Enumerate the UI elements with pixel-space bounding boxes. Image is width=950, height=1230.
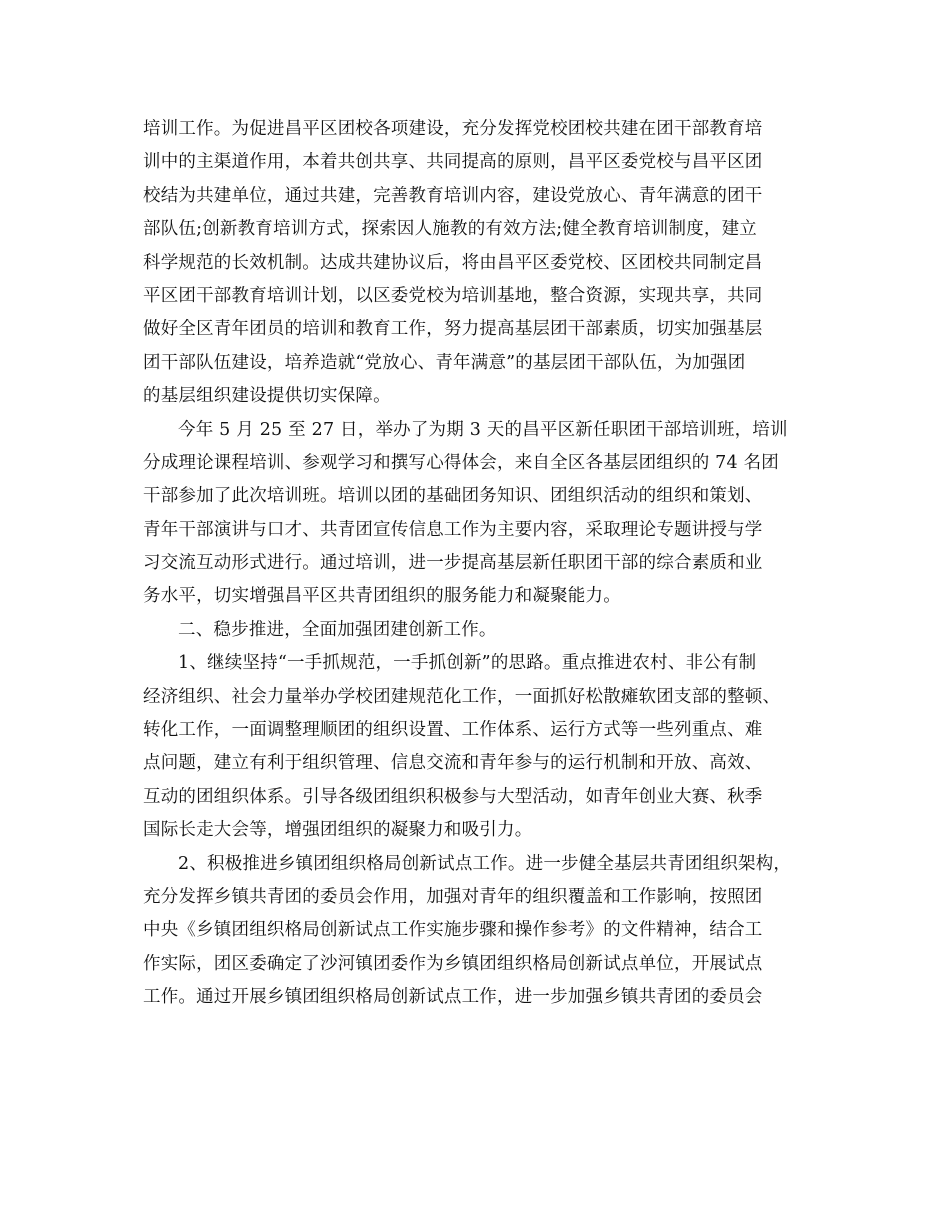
text-line: 干部参加了此次培训班。培训以团的基础团务知识、团组织活动的组织和策划、 <box>143 486 763 507</box>
text-line: 团干部队伍建设，培养造就“党放心、青年满意”的基层团干部队伍，为加强团 <box>143 352 746 373</box>
text-line: 青年干部演讲与口才、共青团宣传信息工作为主要内容，采取理论专题讲授与学 <box>143 519 763 540</box>
text-line: 培训工作。为促进昌平区团校各项建设，充分发挥党校团校共建在团干部教育培 <box>143 119 763 139</box>
text-line: 经济组织、社会力量举办学校团建规范化工作，一面抓好松散瘫软团支部的整顿、 <box>143 686 781 707</box>
text-line: 充分发挥乡镇共青团的委员会作用，加强对青年的组织覆盖和工作影响，按照团 <box>143 886 763 907</box>
text-line: 今年 5 月 25 至 27 日，举办了为期 3 天的昌平区新任职团干部培训班，培训 <box>178 419 788 440</box>
text-line: 互动的团组织体系。引导各级团组织积极参与大型活动，如青年创业大赛、秋季 <box>143 786 763 807</box>
paragraph-item-2 <box>143 848 833 1015</box>
section-heading-text: 二、稳步推进，全面加强团建创新工作。 <box>178 619 497 640</box>
paragraph-item-1 <box>143 647 833 847</box>
text-line: 点问题，建立有利于组织管理、信息交流和青年参与的运行机制和开放、高效、 <box>143 753 763 774</box>
text-line: 务水平，切实增强昌平区共青团组织的服务能力和凝聚能力。 <box>143 586 621 607</box>
text-line: 科学规范的长效机制。达成共建协议后，将由昌平区委党校、区团校共同制定昌 <box>143 252 763 273</box>
text-line: 国际长走大会等，增强团组织的凝聚力和吸引力。 <box>143 820 533 841</box>
text-line: 校结为共建单位，通过共建，完善教育培训内容，建设党放心、青年满意的团干 <box>143 185 763 206</box>
text-line: 习交流互动形式进行。通过培训，进一步提高基层新任职团干部的综合素质和业 <box>143 553 763 574</box>
text-line: 作实际，团区委确定了沙河镇团委作为乡镇团组织格局创新试点单位，开展试点 <box>143 953 763 974</box>
section-heading <box>143 614 833 647</box>
document-body <box>143 113 833 1015</box>
text-line: 训中的主渠道作用，本着共创共享、共同提高的原则，昌平区委党校与昌平区团 <box>143 152 763 173</box>
text-line: 分成理论课程培训、参观学习和撰写心得体会，来自全区各基层团组织的 74 名团 <box>143 452 779 473</box>
text-line: 工作。通过开展乡镇团组织格局创新试点工作，进一步加强乡镇共青团的委员会 <box>143 987 763 1008</box>
text-line: 做好全区青年团员的培训和教育工作，努力提高基层团干部素质，切实加强基层 <box>143 319 763 340</box>
text-line: 部队伍;创新教育培训方式，探索因人施教的有效方法;健全教育培训制度，建立 <box>143 219 757 240</box>
text-line: 的基层组织建设提供切实保障。 <box>143 386 391 407</box>
text-line: 转化工作，一面调整理顺团的组织设置、工作体系、运行方式等一些列重点、难 <box>143 720 763 741</box>
text-line: 中央《乡镇团组织格局创新试点工作实施步骤和操作参考》的文件精神，结合工 <box>143 920 763 941</box>
text-line: 平区团干部教育培训计划，以区委党校为培训基地，整合资源，实现共享，共同 <box>143 285 763 306</box>
text-line: 2、积极推进乡镇团组织格局创新试点工作。进一步健全基层共青团组织架构， <box>178 853 792 874</box>
paragraph-1 <box>143 113 833 414</box>
paragraph-2 <box>143 414 833 614</box>
text-line: 1、继续坚持“一手抓规范，一手抓创新”的思路。重点推进农村、非公有制 <box>178 653 757 674</box>
